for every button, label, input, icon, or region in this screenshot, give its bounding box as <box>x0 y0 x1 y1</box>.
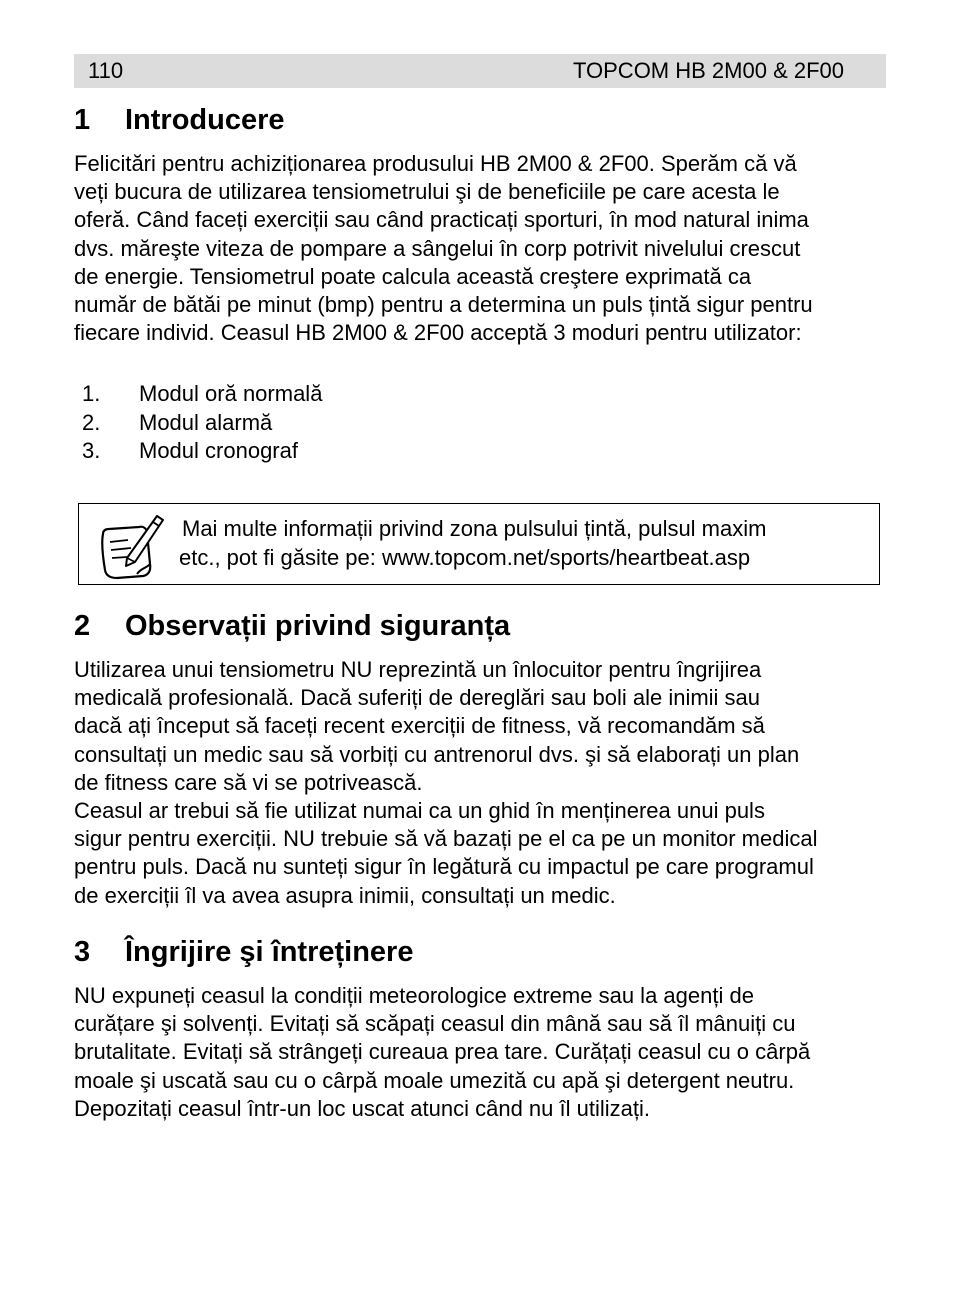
list-item <box>74 409 322 438</box>
list-item <box>74 380 322 409</box>
text-line: Utilizarea unui tensiometru NU reprezintă un înlocuitor pentru îngrijirea <box>74 657 762 682</box>
text-line: de energie. Tensiometrul poate calcula această creştere exprimată ca <box>74 263 752 289</box>
text-line: număr de bătăi pe minut (bmp) pentru a determina un puls țintă sigur pentru <box>74 292 813 318</box>
text-line: consultați un medic sau să vorbiți cu antrenorul dvs. şi să elaborați un plan <box>74 741 800 767</box>
text-line: Felicitări pentru achiziționarea produsului HB 2M00 & 2F00. Sperăm că vă <box>74 151 797 176</box>
list-item-text: Modul oră normală <box>139 381 323 406</box>
document-title: TOPCOM HB 2M00 & 2F00 <box>572 58 844 83</box>
text-line: dacă ați început să faceți recent exerciții de fitness, vă recomandăm să <box>74 713 765 739</box>
text-line: oferă. Când faceți exerciții sau când practicați sporturi, în mod natural inima <box>74 207 809 233</box>
text-line: sigur pentru exerciții. NU trebuie să vă bazați pe el ca pe un monitor medical <box>74 826 818 852</box>
text-line: de exerciții îl va avea asupra inimii, consultați un medic. <box>74 882 616 908</box>
section-heading-introducere <box>74 104 285 137</box>
list-item <box>74 437 322 466</box>
list-item-text: Modul cronograf <box>139 438 298 463</box>
text-line: veți bucura de utilizarea tensiometrului şi de beneficiile pe care acesta le <box>74 179 780 205</box>
text-line: dvs. măreşte viteza de pompare a sângelui în corp potrivit nivelului crescut <box>74 235 801 261</box>
section-heading-ingrijire <box>74 936 413 969</box>
section-heading-siguranta <box>74 610 510 643</box>
note-pencil-icon <box>97 510 165 582</box>
section-title: Observații privind siguranța <box>125 610 511 642</box>
list-item-number: 1. <box>82 381 101 406</box>
care-paragraph <box>74 982 904 1123</box>
list-item-number: 2. <box>82 409 101 435</box>
text-line: Depozitați ceasul într-un loc uscat atunci când nu îl utilizați. <box>74 1095 650 1121</box>
section-number: 3 <box>74 936 91 968</box>
page-number: 110 <box>88 58 124 83</box>
section-title: Îngrijire şi întreținere <box>125 936 414 968</box>
text-line: fiecare individ. Ceasul HB 2M00 & 2F00 acceptă 3 moduri pentru utilizator: <box>74 320 802 346</box>
list-item-text: Modul alarmă <box>139 409 273 435</box>
text-line: de fitness care să vi se potrivească. <box>74 769 423 795</box>
section-number: 2 <box>74 610 91 642</box>
note-text <box>179 514 766 572</box>
text-line: brutalitate. Evitați să strângeți cureaua prea tare. Curățați ceasul cu o cârpă <box>74 1039 811 1065</box>
text-line: Mai multe informații privind zona pulsului țintă, pulsul maxim <box>182 516 767 541</box>
modes-list <box>74 380 322 466</box>
text-line: moale şi uscată sau cu o cârpă moale umezită cu apă şi detergent neutru. <box>74 1067 795 1093</box>
safety-paragraph <box>74 656 904 910</box>
section-number: 1 <box>74 104 91 136</box>
text-line: medicală profesională. Dacă suferiți de dereglări sau boli ale inimii sau <box>74 685 761 711</box>
text-line: pentru puls. Dacă nu sunteți sigur în legătură cu impactul pe care programul <box>74 854 814 880</box>
text-line: etc., pot fi găsite pe: www.topcom.net/sports/heartbeat.asp <box>179 545 751 570</box>
section-title: Introducere <box>125 104 285 136</box>
intro-paragraph <box>74 150 904 347</box>
list-item-number: 3. <box>82 438 101 463</box>
text-line: Ceasul ar trebui să fie utilizat numai ca un ghid în menținerea unui puls <box>74 798 765 824</box>
text-line: NU expuneți ceasul la condiții meteorologice extreme sau la agenți de <box>74 983 754 1008</box>
page-header <box>74 54 886 88</box>
info-note-box <box>78 503 880 585</box>
text-line: curățare şi solvenți. Evitați să scăpați ceasul din mână sau să îl mânuiți cu <box>74 1011 796 1037</box>
